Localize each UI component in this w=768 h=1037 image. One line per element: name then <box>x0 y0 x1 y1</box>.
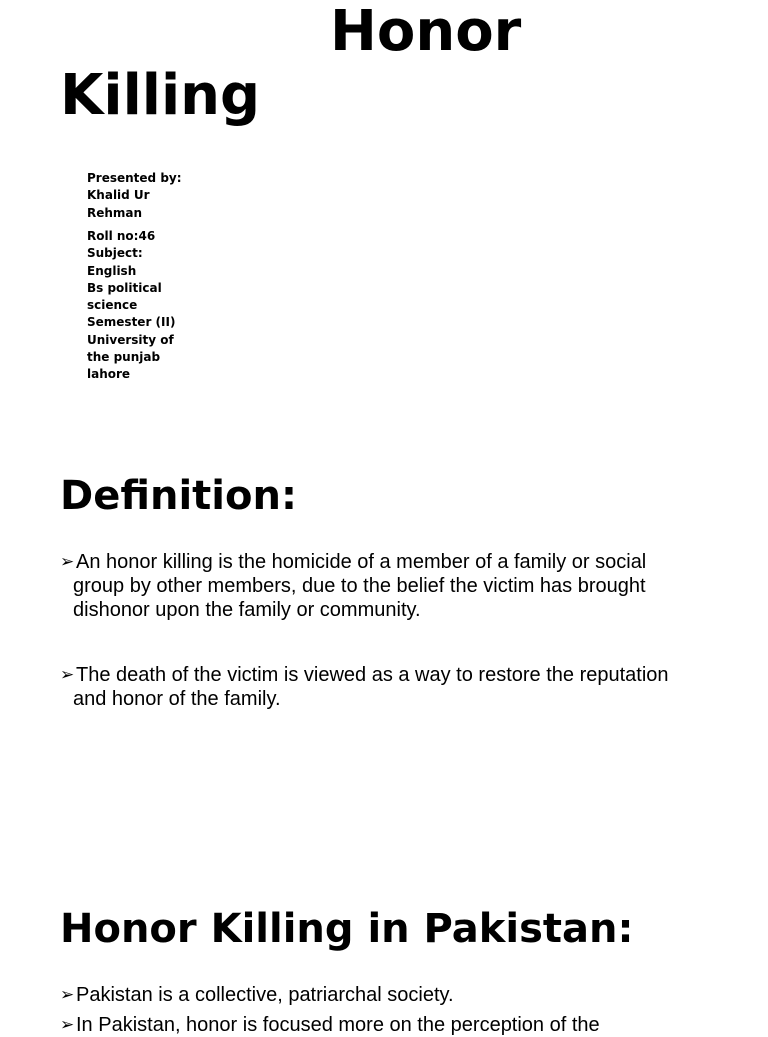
presenter-detail-line: Subject: <box>87 246 143 261</box>
definition-bullet-text: The death of the victim is viewed as a way to restore the reputation and honor of the family. <box>73 664 669 710</box>
arrowhead-bullet-icon: ➢ <box>60 985 75 1005</box>
presenter-credit <box>87 170 187 222</box>
presenter-detail-line: the punjab <box>87 350 161 365</box>
definition-bullet <box>60 663 700 711</box>
presenter-credit-line: Rehman <box>87 205 143 220</box>
pakistan-bullet-text: In Pakistan, honor is focused more on the perception of the <box>76 1014 600 1036</box>
pakistan-section-heading: Honor Killing in Pakistan: <box>60 906 634 952</box>
pakistan-bullet <box>60 1013 700 1037</box>
definition-bullet-text: An honor killing is the homicide of a member of a family or social group by other members, due to the belief the victim has brought dishonor upon the family or community. <box>73 551 647 621</box>
document-title-line-2: Killing <box>60 63 261 128</box>
presenter-credit-line: Khalid Ur <box>87 188 150 203</box>
presenter-detail-line: lahore <box>87 367 131 382</box>
definition-bullet <box>60 550 700 622</box>
arrowhead-bullet-icon: ➢ <box>60 552 75 572</box>
arrowhead-bullet-icon: ➢ <box>60 665 75 685</box>
presenter-credit-line: Presented by: <box>87 171 182 185</box>
presenter-details <box>87 228 187 384</box>
document-title-line-1: Honor <box>330 0 522 64</box>
presenter-detail-line: English <box>87 263 137 278</box>
pakistan-bullet <box>60 983 700 1007</box>
presenter-detail-line: science <box>87 298 138 313</box>
presenter-detail-line: Bs political <box>87 280 162 295</box>
arrowhead-bullet-icon: ➢ <box>60 1015 75 1035</box>
definition-heading: Definition: <box>60 473 297 519</box>
presenter-detail-line: University of <box>87 332 174 347</box>
pakistan-bullet-text: Pakistan is a collective, patriarchal society. <box>76 984 454 1006</box>
presenter-detail-line: Semester (II) <box>87 315 176 330</box>
presenter-detail-line: Roll no:46 <box>87 229 156 243</box>
